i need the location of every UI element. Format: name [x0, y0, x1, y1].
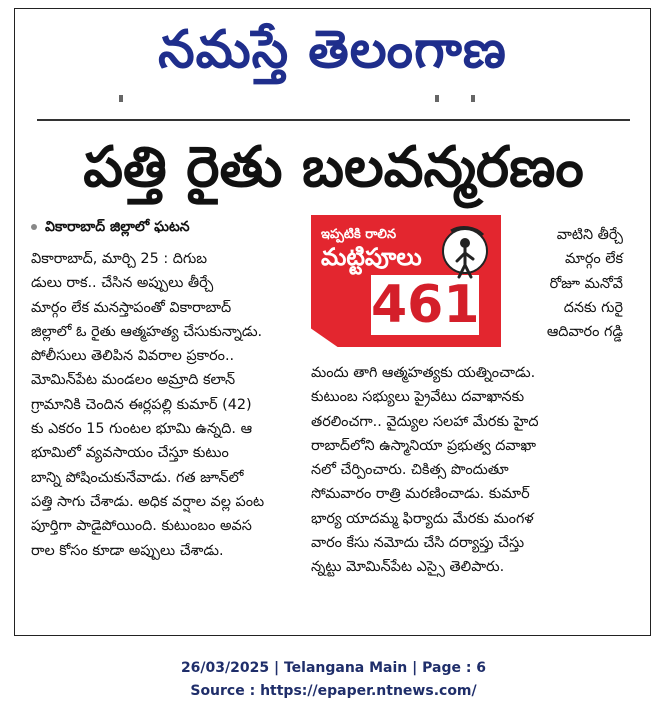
headline	[37, 127, 630, 209]
text-line: భార్య యాదమ్మ ఫిర్యాదు మేరకు మంగళ	[311, 510, 534, 527]
headline-text: పత్తి రైతు బలవన్మరణం	[83, 135, 584, 200]
text-line: మార్గం లేక	[565, 251, 623, 268]
article-column-left	[31, 247, 309, 563]
cropped-text-remnant	[35, 95, 630, 103]
text-line: కు ఎకరం 15 గుంటల భూమి ఉన్నది. ఆ	[31, 421, 253, 438]
text-line: రాల కోసం కూడా అప్పులు చేశాడు.	[31, 542, 224, 559]
graphic-number: 461	[371, 275, 480, 335]
text-line: వికారాబాద్, మార్చి 25 : దిగుబ	[31, 251, 208, 267]
subhead-text: వికారాబాద్ జిల్లాలో ఘటన	[45, 219, 190, 235]
publication-info: 26/03/2025 | Telangana Main | Page : 6	[180, 660, 487, 676]
text-line: బాన్ని పోషించుకునేవాడు. గత జూన్‌లో	[31, 469, 244, 486]
text-line: పూర్తిగా పాడైపోయింది. కుటుంబం అవస	[31, 518, 252, 535]
statistic-graphic	[311, 215, 501, 347]
text-line: మందు తాగి ఆత్మహత్యకు యత్నించాడు.	[311, 365, 536, 381]
text-line: న్నట్టు మోమిన్‌పేట ఎస్సై తెలిపారు.	[311, 559, 505, 576]
text-line: కుటుంబ సభ్యులు ప్రైవేటు దవాఖానకు	[311, 389, 525, 406]
text-line: సోమవారం రాత్రి మరణించాడు. కుమార్	[311, 486, 530, 503]
text-line: రోజూ మనోవే	[549, 275, 623, 292]
text-line: తరలించగా.. వైద్యుల సలహా మేరకు హైద	[311, 413, 539, 430]
text-line: మార్గం లేక మనస్తాపంతో వికారాబాద్	[31, 299, 232, 316]
text-line: ఆదివారం గడ్డి	[546, 324, 623, 341]
text-line: మోమిన్‌పేట మండలం అమ్రాది కలాన్	[31, 372, 236, 389]
text-line: పోలీసులు తెలిపిన వివరాల ప్రకారం..	[31, 348, 235, 365]
text-line: భూమిలో వ్యవసాయం చేస్తూ కుటుం	[31, 445, 229, 462]
text-line: నలో చేర్పించారు. చికిత్స పొందుతూ	[311, 462, 509, 479]
text-line: వాటిని తీర్చే	[556, 227, 623, 243]
bullet-icon	[31, 224, 37, 230]
source-info: Source : https://epaper.ntnews.com/	[190, 683, 477, 699]
text-line: డులు రాక.. చేసిన అప్పులు తీర్చే	[31, 275, 214, 292]
headline-rule	[37, 119, 630, 121]
hanging-figure-icon	[431, 225, 495, 287]
graphic-label-line1: ఇప్పటికి రాలిన	[321, 227, 397, 242]
text-line: పత్తి సాగు చేశాడు. అధిక వర్షాల వల్ల పంట	[31, 493, 265, 510]
masthead-title: నమస్తే తెలంగాణ	[158, 20, 507, 80]
text-line: గ్రామానికి చెందిన ఈర్లపల్లి కుమార్ (42)	[31, 396, 252, 413]
article-column-right	[311, 361, 623, 580]
newspaper-clipping	[14, 8, 651, 636]
graphic-label-line2: మట్టిపూలు	[321, 243, 422, 271]
text-line: వారం కేసు నమోదు చేసి దర్యాప్తు చేస్తు	[311, 535, 525, 552]
newspaper-masthead	[15, 15, 650, 85]
text-line: దనకు గురై	[563, 299, 623, 316]
text-line: జిల్లాలో ఓ రైతు ఆత్మహత్య చేసుకున్నాడు.	[31, 323, 263, 340]
text-line: రాబాద్‌లోని ఉస్మానియా ప్రభుత్వ దవాఖా	[311, 437, 537, 454]
subhead	[31, 219, 190, 241]
article-column-right-top	[507, 223, 623, 344]
